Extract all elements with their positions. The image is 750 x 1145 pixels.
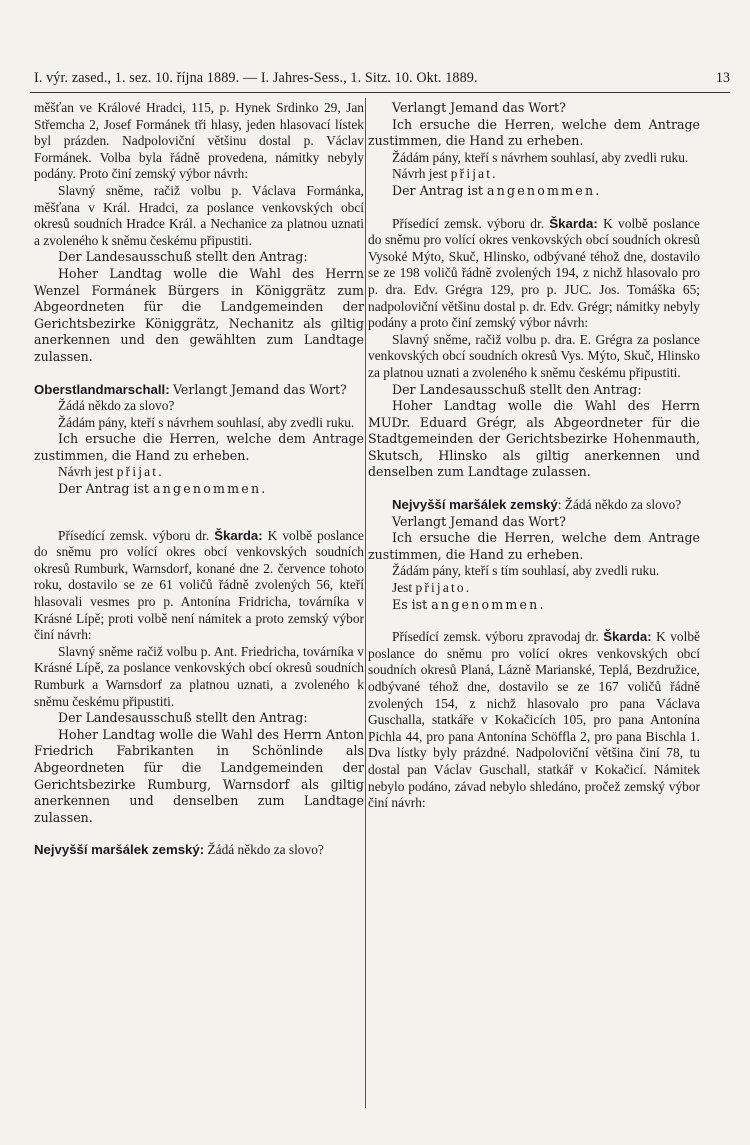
paragraph-german: Verlangt Jemand das Wort? bbox=[392, 100, 566, 115]
paragraph-german: Der Landesausschuß stellt den Antrag: bbox=[392, 381, 642, 397]
column-divider bbox=[365, 98, 366, 1108]
speaker-name: Škarda: bbox=[214, 527, 263, 543]
paragraph bbox=[368, 580, 700, 597]
speaker-name: Oberstlandmarschall: bbox=[34, 381, 170, 397]
paragraph-german: Ich ersuche die Herren, welche dem Antrage zustimmen, die Hand zu erheben. bbox=[368, 530, 700, 562]
report-text: K volbě poslance do sněmu pro volící okres venkovských obcí soudních okresů Planá, Lázně Marianské, Teplá, Bezdružice, odbývané téhož dne, dostavilo se ze 167 voličů řádně zvolených 154, z nichž hlasovalo pro pana Václava Guschalla, statkáře v Kokačicích 105, pro pana Antonína Pichla 44, pro pana Antonína Schöffla 2, pro pana Bischla 1. Dva lístky byly prázdné. Nadpoloviční většina činí 78, tu dostal pan Václav Guschall, statkář v Kokačicí. Námitek nebylo podáno, závad nebylo shledáno, pročež zemský výbor činí návrh: bbox=[368, 629, 700, 811]
paragraph-german: Ich ersuche die Herren, welche dem Antrage zustimmen, die Hand zu erheben. bbox=[368, 116, 700, 149]
report-text: K volbě poslance do sněmu pro volící okres obcí venkovských soudních okresů Rumburk, Warnsdorf, konané dne 2. července tohoto roku, dostavilo se ze 61 voličů řádně zvolených 56, kteří hlasovali vesmes pro p. Antonína Fridricha, továrníka v Krásné Lípě; proti volbě není námitek a proto zemský výbor činí návrh: bbox=[34, 527, 364, 643]
paragraph: měšťan ve Králové Hradci, 115, p. Hynek Srdinko 29, Jan Střemcha 2, Josef Formánek tři hlasy, jeden hlasovací lístek byl prázden. Nadpoloviční většinu dostal p. Václav Formánek. Volba byla řádně provedena, námitky nebyly podány. Proto činí zemský výbor návrh: bbox=[34, 100, 364, 182]
speaker-text: : Žádá někdo za slovo? bbox=[557, 497, 682, 513]
paragraph: Žádám pány, kteří s návrhem souhlasí, aby zvedli ruku. bbox=[392, 149, 689, 165]
paragraph-german: Hoher Landtag wolle die Wahl des Herrn Anton Friedrich Fabrikanten in Schönlinde als Abgeordneten für die Landgemeinden der Gerichtsbezirke Rumburg, Warnsdorf als giltig anerkennen und denselben zum Landtage zulassen. bbox=[34, 726, 364, 825]
spaced-text: angenommen. bbox=[431, 596, 546, 612]
page-header bbox=[30, 64, 730, 92]
text: Návrh jest bbox=[392, 166, 451, 182]
text: Jest bbox=[392, 580, 416, 596]
text: Der Antrag ist bbox=[58, 481, 153, 497]
paragraph-german bbox=[368, 597, 700, 614]
reporter-label: Přísedící zemsk. výboru dr. bbox=[58, 527, 210, 543]
spaced-text: angenommen. bbox=[487, 182, 602, 198]
paragraph-german: Verlangt Jemand das Wort? bbox=[392, 513, 566, 529]
text: Návrh jest bbox=[58, 464, 117, 480]
speaker-text: Verlangt Jemand das Wort? bbox=[172, 381, 347, 397]
speaker-name: Nejvyšší maršálek zemský: bbox=[34, 842, 205, 858]
speaker-name: Škarda: bbox=[549, 215, 598, 231]
paragraph-german bbox=[368, 183, 700, 200]
paragraph bbox=[34, 464, 364, 481]
speaker-paragraph bbox=[34, 528, 364, 644]
text: Der Antrag ist bbox=[392, 182, 487, 198]
paragraph: Slavný sněme račiž volbu p. Ant. Friedricha, továrníka v Krásné Lípě, za poslance venkovských obcí okresů soudních Rumburk a Warnsdorf za platnou uznati, a zvoleného k sněmu českému připustiti. bbox=[34, 643, 364, 709]
speaker-text: Žádá někdo za slovo? bbox=[207, 842, 324, 858]
paragraph-german: Der Landesausschuß stellt den Antrag: bbox=[58, 710, 308, 726]
reporter-label: Přísedící zemsk. výboru dr. bbox=[392, 215, 545, 231]
text: Es ist bbox=[392, 596, 432, 612]
header-title: I. výr. zased., 1. sez. 10. října 1889. — I. Jahres-Sess., 1. Sitz. 10. Okt. 1889. bbox=[34, 70, 478, 86]
paragraph: Žádám pány, kteří s tím souhlasí, aby zvedli ruku. bbox=[392, 563, 660, 579]
paragraph-german: Hoher Landtag wolle die Wahl des Herrn MUDr. Eduard Grégr, als Abgeordneter für die Stadtgemeinden der Gerichtsbezirke Hohenmauth, Skutsch, Hlinsko als giltig anerkennen und denselben zum Landtage zulassen. bbox=[368, 398, 700, 480]
speaker-paragraph bbox=[34, 382, 364, 399]
header-rule bbox=[30, 92, 730, 93]
speaker-paragraph bbox=[368, 629, 700, 812]
spaced-text: přijato. bbox=[415, 580, 472, 596]
paragraph: Slavný sněme, račiž volbu p. Václava Formánka, měšťana v Král. Hradci, za poslance venkovských obcí okresů soudních Hradce Král. a Nechanice za platnou uznati a zvoleného k sněmu českému připustiti. bbox=[34, 182, 364, 248]
paragraph: Žádá někdo za slovo? bbox=[58, 398, 175, 414]
reporter-label: Přísedící zemsk. výboru zpravodaj dr. bbox=[392, 629, 599, 645]
report-text: K volbě poslance do sněmu pro volící okres venkovských obcí soudních okresů Vysoké Mýto, Skuč, Hlinsko, odbývané téhož dne, dostavilo se ze 198 voličů řádně zvolených 194, z nichž hlasovalo pro p. dra. Edv. Grégra 129, pro p. JUC. Jos. Tomáška 65; nadpoloviční většinu dostal p. dr. Edv. Grégr; námitky nebyly podány a proto činí zemský výbor návrh: bbox=[368, 215, 700, 331]
paragraph: Slavný sněme, račiž volbu p. dra. E. Grégra za poslance venkovských obcí soudních okresů Vys. Mýto, Skuč, Hlinsko za platnou uznati a zvoleného k sněmu českému připustiti. bbox=[368, 331, 700, 380]
paragraph: Žádám pány, kteří s návrhem souhlasí, aby zvedli ruku. bbox=[58, 414, 355, 430]
speaker-name: Škarda: bbox=[603, 629, 652, 645]
left-column bbox=[34, 100, 364, 859]
paragraph bbox=[368, 166, 700, 183]
speaker-paragraph bbox=[368, 497, 700, 514]
page-number: 13 bbox=[715, 70, 730, 86]
spaced-text: přijat. bbox=[116, 464, 164, 480]
paragraph-german: Der Landesausschuß stellt den Antrag: bbox=[58, 249, 308, 265]
speaker-paragraph bbox=[34, 842, 364, 859]
spaced-text: angenommen. bbox=[153, 481, 268, 497]
speaker-paragraph bbox=[368, 216, 700, 332]
spaced-text: přijat. bbox=[450, 166, 498, 182]
right-column bbox=[368, 100, 700, 812]
speaker-name: Nejvyšší maršálek zemský bbox=[392, 497, 558, 513]
paragraph-german bbox=[34, 481, 364, 498]
paragraph-german: Ich ersuche die Herren, welche dem Antrage zustimmen, die Hand zu erheben. bbox=[34, 431, 364, 463]
paragraph-german: Hoher Landtag wolle die Wahl des Herrn Wenzel Formánek Bürgers in Königgrätz zum Abgeordneten für die Landgemeinden der Gerichtsbezirke Königgrätz, Nechanitz als giltig anerkennen und den gewählten zum Landtage zulassen. bbox=[34, 265, 364, 364]
